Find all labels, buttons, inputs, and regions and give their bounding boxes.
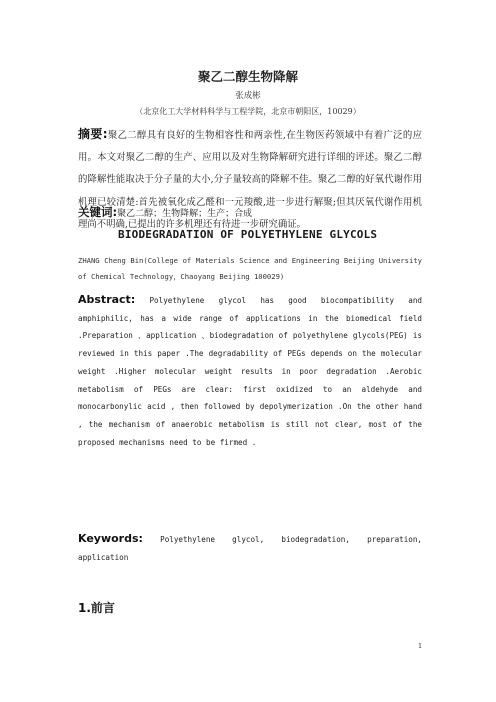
english-author-line: ZHANG Cheng Bin(College of Materials Science and Engineering Beijing University of Chemical Technology，Chaoyang Beijing 100029) (78, 256, 422, 281)
english-keywords-label: Keywords: (78, 532, 143, 545)
author-name: 张成彬 (235, 91, 261, 101)
section-heading: 1.前言 (78, 601, 115, 615)
english-keywords-text: Polyethylene glycol, biodegradation, preparation, application (78, 535, 422, 562)
english-abstract (78, 291, 422, 451)
english-abstract-label: Abstract: (78, 293, 136, 306)
author-affiliation: （北京化工大学材料科学与工程学院，北京市朝阳区，10029） (135, 107, 361, 116)
chinese-keywords-label: 关键词: (78, 205, 118, 219)
chinese-abstract-label: 摘要: (78, 127, 108, 141)
paper-title: 聚乙二醇生物降解 (197, 69, 298, 84)
chinese-abstract-text: 聚乙二醇具有良好的生物相容性和两亲性,在生物医药领域中有着广泛的应用。本文对聚乙二醇的生产、应用以及对生物降解研究进行详细的评述。聚乙二醇的降解性能取决于分子量的大小,分子量较高的降解不佳。聚乙二醇的好氧代谢作用机理已较清楚:首先被氧化成乙醛和一元羧酸,进一步进行解聚;但其厌氧代谢作用机理尚不明确,已提出的许多机理还有待进一步研究确证。 (78, 130, 422, 230)
chinese-keywords-text: 聚乙二醇；生物降解；生产；合成 (117, 209, 253, 219)
english-keywords (78, 530, 422, 567)
english-title: BIODEGRADATION OF POLYETHYLENE GLYCOLS (118, 228, 378, 241)
english-abstract-text: Polyethylene glycol has good biocompatibility and amphiphilic, has a wide range of applications in the biomedical field .Preparation 、application 、biodegradation of polyethylene glycols(PEG) is reviewed in this paper .The degradability of PEGs depends on the molecular weight .Higher molecular weight results in poor degradation .Aerobic metabolism of PEGs are clear: first oxidized to an aldehyde and monocarbonylic acid , then followed by depolymerization .On the other hand , the mechanism of anaerobic metabolism is still not clear, most of the proposed mechanisms need to be firmed . (78, 296, 422, 447)
chinese-keywords (78, 204, 422, 222)
page-number: 1 (418, 642, 423, 650)
